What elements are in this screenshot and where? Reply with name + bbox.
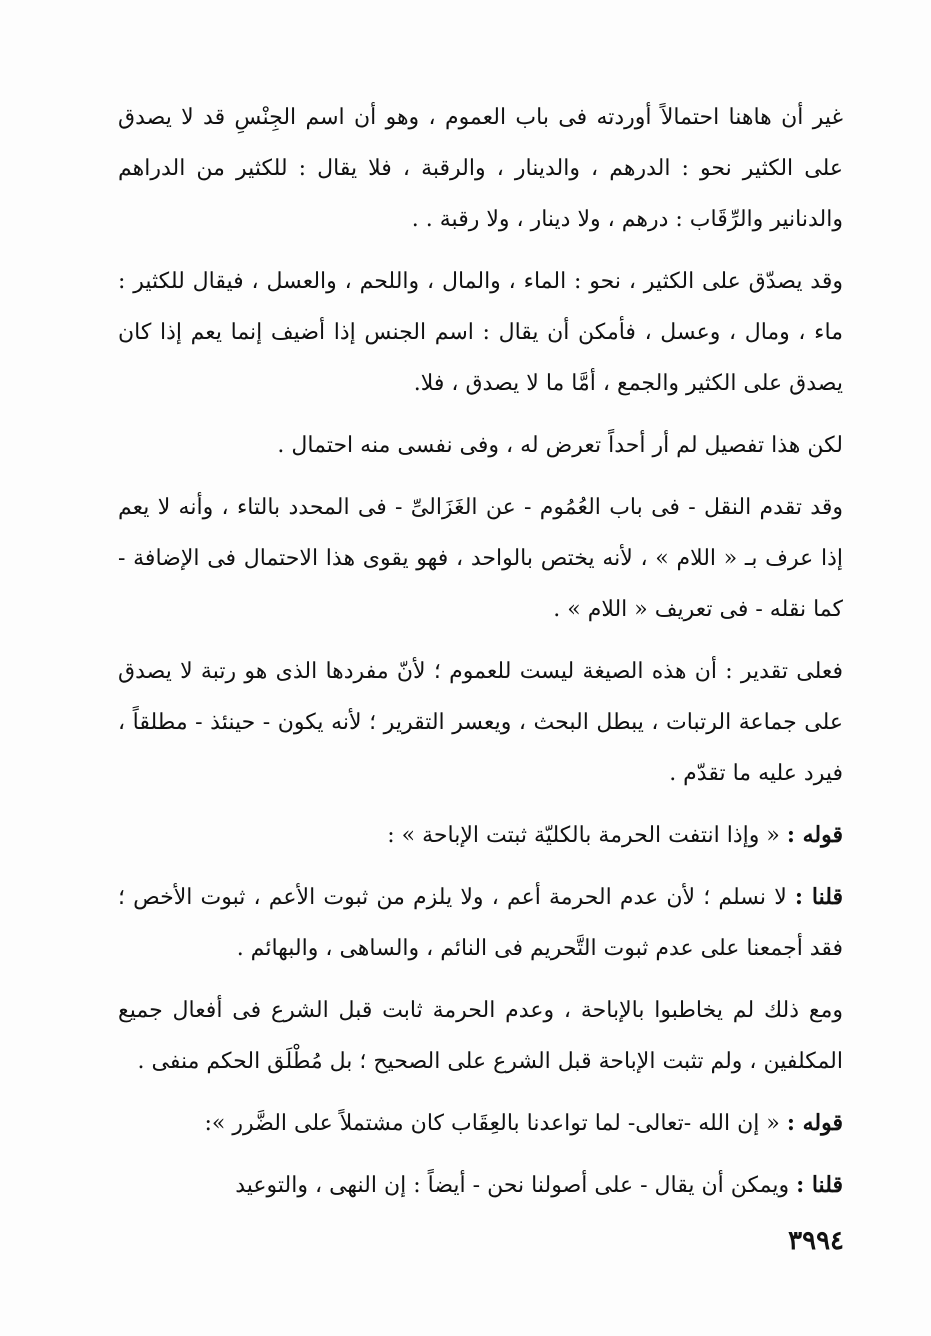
paragraph-10: قلنا : ويمكن أن يقال - على أصولنا نحن - أيضاً : إن النهى ، والتوعيد: [235, 1172, 843, 1198]
page-number: ٣٩٩٤: [788, 1226, 844, 1256]
paragraph-8: ومع ذلك لم يخاطبوا بالإباحة ، وعدم الحرمة ثابت قبل الشرع فى أفعال جميع المكلفين ، ولم تثبت الإباحة قبل الشرع على الصحيح ؛ بل مُطْلَق الحكم منفى .: [118, 998, 843, 1074]
speaker-label: قلنا :: [794, 884, 844, 910]
body-text: [118, 92, 843, 1222]
paragraph-4: وقد تقدم النقل - فى باب العُمُوم - عن الغَزَالىِّ - فى المحدد بالتاء ، وأنه لا يعم إذا عرف بـ « اللام » ، لأنه يختص بالواحد ، فهو يقوى هذا الاحتمال فى الإضافة - كما نقله - فى تعريف « اللام » .: [118, 495, 843, 622]
paragraph-2: وقد يصدّق على الكثير ، نحو : الماء ، والمال ، واللحم ، والعسل ، فيقال للكثير : ماء ، ومال ، وعسل ، فأمكن أن يقال : اسم الجنس إذا أضيف إنما يعم إذا كان يصدق على الكثير والجمع ، أمَّا ما لا يصدق ، فلا.: [118, 269, 843, 396]
paragraph-9: قوله : « إن الله -تعالى- لما تواعدنا بالعِقَاب كان مشتملاً على الضَّرر »:: [204, 1110, 843, 1136]
paragraph-5: فعلى تقدير : أن هذه الصيغة ليست للعموم ؛ لأنّ مفردها الذى هو رتبة لا يصدق على جماعة الرتبات ، يبطل البحث ، ويعسر التقرير ؛ لأنه يكون - حينئذ - مطلقاً ، فيرد عليه ما تقدّم .: [118, 659, 843, 786]
speaker-label: قوله :: [786, 1110, 843, 1136]
paragraph-7: قلنا : لا نسلم ؛ لأن عدم الحرمة أعم ، ولا يلزم من ثبوت الأعم ، ثبوت الأخص ؛ فقد أجمعنا على عدم ثبوت التَّحريم فى النائم ، والساهى ، والبهائم .: [118, 884, 844, 961]
paragraph-3: لكن هذا تفصيل لم أر أحداً تعرض له ، وفى نفسى منه احتمال .: [277, 433, 843, 458]
speaker-label: قوله :: [786, 822, 843, 848]
paragraph-1: غير أن هاهنا احتمالاً أوردته فى باب العموم ، وهو أن اسم الجِنْسِ قد لا يصدق على الكثير نحو : الدرهم ، والدينار ، والرقبة ، فلا يقال : للكثير من الدراهم والدنانير والرِّقَاب : درهم ، ولا دينار ، ولا رقبة . .: [118, 105, 843, 232]
speaker-label: قلنا :: [796, 1172, 843, 1198]
paragraph-6: قوله : « وإذا انتفت الحرمة بالكليّة ثبتت الإباحة » :: [387, 822, 843, 848]
